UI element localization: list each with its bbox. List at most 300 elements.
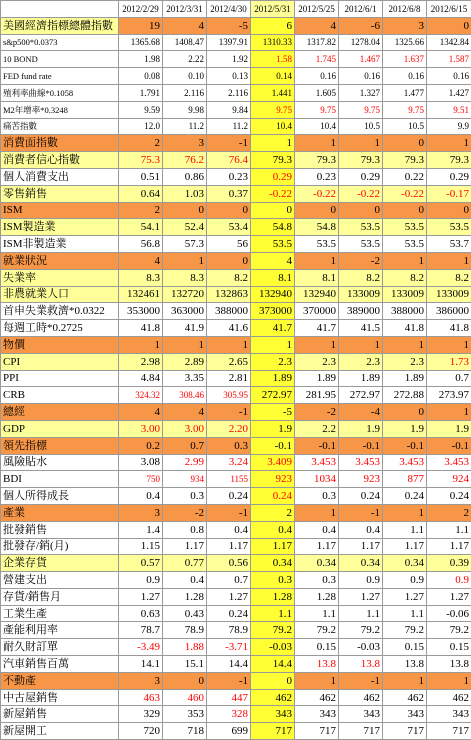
value-cell[interactable]: 56 [207, 236, 251, 253]
value-cell[interactable]: 3 [119, 672, 163, 689]
value-cell[interactable]: 0.15 [295, 639, 339, 656]
value-cell[interactable]: 1 [383, 252, 427, 269]
value-cell[interactable]: 53.7 [427, 236, 471, 253]
value-cell[interactable]: 3.24 [207, 454, 251, 471]
value-cell[interactable]: 3.453 [383, 454, 427, 471]
value-cell[interactable]: 1.9 [251, 420, 295, 437]
value-cell[interactable]: 14.1 [119, 656, 163, 673]
value-cell[interactable]: 1 [427, 336, 471, 353]
value-cell[interactable]: 1278.04 [339, 34, 383, 51]
value-cell[interactable]: 1.9 [339, 420, 383, 437]
value-cell[interactable]: 1.88 [163, 639, 207, 656]
value-cell[interactable]: 1.27 [427, 588, 471, 605]
value-cell[interactable]: 0 [339, 202, 383, 219]
value-cell[interactable]: 343 [339, 706, 383, 723]
value-cell[interactable]: 10.5 [339, 118, 383, 135]
value-cell[interactable]: 353 [163, 706, 207, 723]
value-cell[interactable]: 53.5 [427, 219, 471, 236]
value-cell[interactable]: 1.28 [251, 588, 295, 605]
value-cell[interactable]: 1.1 [427, 521, 471, 538]
row-label-cell[interactable]: ISM [1, 202, 119, 219]
value-cell[interactable]: 0.8 [163, 521, 207, 538]
value-cell[interactable]: 1.637 [383, 51, 427, 68]
value-cell[interactable]: 353000 [119, 303, 163, 320]
value-cell[interactable]: 0.4 [119, 488, 163, 505]
value-cell[interactable]: 132720 [163, 286, 207, 303]
value-cell[interactable]: 343 [251, 706, 295, 723]
value-cell[interactable]: 13.8 [295, 656, 339, 673]
value-cell[interactable]: 1 [427, 252, 471, 269]
value-cell[interactable]: 2.3 [383, 353, 427, 370]
value-cell[interactable]: 0.9 [339, 572, 383, 589]
value-cell[interactable]: 79.3 [383, 152, 427, 169]
value-cell[interactable]: 1 [295, 672, 339, 689]
value-cell[interactable]: 1.03 [163, 185, 207, 202]
value-cell[interactable]: 0 [251, 672, 295, 689]
value-cell[interactable]: 0.34 [295, 555, 339, 572]
value-cell[interactable]: 1365.68 [119, 34, 163, 51]
value-cell[interactable]: 388000 [207, 303, 251, 320]
value-cell[interactable]: 9.75 [339, 101, 383, 118]
value-cell[interactable]: 2.99 [163, 454, 207, 471]
value-cell[interactable]: 1.89 [251, 370, 295, 387]
row-label-cell[interactable]: s&p500*0.0373 [1, 34, 119, 51]
value-cell[interactable]: 0.3 [251, 572, 295, 589]
value-cell[interactable]: 0.13 [207, 68, 251, 85]
value-cell[interactable]: -0.22 [339, 185, 383, 202]
value-cell[interactable]: 13.8 [383, 656, 427, 673]
value-cell[interactable]: 0.3 [163, 488, 207, 505]
value-cell[interactable]: 14.4 [207, 656, 251, 673]
value-cell[interactable]: 1397.91 [207, 34, 251, 51]
value-cell[interactable]: 1.89 [295, 370, 339, 387]
value-cell[interactable]: -5 [207, 17, 251, 34]
value-cell[interactable]: 1.17 [295, 538, 339, 555]
value-cell[interactable]: 0.3 [295, 572, 339, 589]
value-cell[interactable]: 718 [163, 723, 207, 740]
value-cell[interactable]: 3.409 [251, 454, 295, 471]
value-cell[interactable]: 1 [427, 672, 471, 689]
value-cell[interactable]: 324.32 [119, 387, 163, 404]
value-cell[interactable]: 463 [119, 689, 163, 706]
value-cell[interactable]: 8.3 [119, 269, 163, 286]
value-cell[interactable]: 1.17 [339, 538, 383, 555]
value-cell[interactable]: 462 [383, 689, 427, 706]
row-label-cell[interactable]: 存貨/銷售月 [1, 588, 119, 605]
row-label-cell[interactable]: 產能利用率 [1, 622, 119, 639]
value-cell[interactable]: 3 [383, 17, 427, 34]
value-cell[interactable]: 2.116 [163, 84, 207, 101]
value-cell[interactable]: 1.745 [295, 51, 339, 68]
value-cell[interactable]: 41.5 [339, 320, 383, 337]
value-cell[interactable]: 3.08 [119, 454, 163, 471]
value-cell[interactable]: 750 [119, 471, 163, 488]
value-cell[interactable]: 3 [119, 504, 163, 521]
row-label-cell[interactable]: 失業率 [1, 269, 119, 286]
value-cell[interactable]: 1.17 [251, 538, 295, 555]
value-cell[interactable]: 13.8 [339, 656, 383, 673]
value-cell[interactable]: 4 [251, 252, 295, 269]
value-cell[interactable]: 10.5 [383, 118, 427, 135]
value-cell[interactable]: 1 [251, 336, 295, 353]
value-cell[interactable]: 79.2 [251, 622, 295, 639]
value-cell[interactable]: -0.22 [251, 185, 295, 202]
value-cell[interactable]: 1.92 [207, 51, 251, 68]
value-cell[interactable]: 0.9 [427, 572, 471, 589]
value-cell[interactable]: 370000 [295, 303, 339, 320]
row-label-cell[interactable]: PPI [1, 370, 119, 387]
value-cell[interactable]: 281.95 [295, 387, 339, 404]
value-cell[interactable]: 389000 [339, 303, 383, 320]
value-cell[interactable]: 1 [383, 504, 427, 521]
row-label-cell[interactable]: 就業狀況 [1, 252, 119, 269]
value-cell[interactable]: 0.29 [427, 168, 471, 185]
value-cell[interactable]: 0.39 [427, 555, 471, 572]
value-cell[interactable]: -0.1 [383, 437, 427, 454]
value-cell[interactable]: 1.1 [339, 605, 383, 622]
row-label-cell[interactable]: 個人所得成長 [1, 488, 119, 505]
value-cell[interactable]: 2.3 [339, 353, 383, 370]
value-cell[interactable]: -0.1 [427, 437, 471, 454]
value-cell[interactable]: 2.116 [207, 84, 251, 101]
value-cell[interactable]: 1.605 [295, 84, 339, 101]
value-cell[interactable]: 132863 [207, 286, 251, 303]
value-cell[interactable]: 1.1 [383, 605, 427, 622]
value-cell[interactable]: 4 [295, 17, 339, 34]
row-label-cell[interactable]: CRB [1, 387, 119, 404]
header-date-cell[interactable]: 2012/4/30 [207, 1, 251, 18]
value-cell[interactable]: 8.2 [339, 269, 383, 286]
value-cell[interactable]: 3.00 [163, 420, 207, 437]
value-cell[interactable]: 2.2 [295, 420, 339, 437]
row-label-cell[interactable]: 企業存貨 [1, 555, 119, 572]
row-label-cell[interactable]: 不動產 [1, 672, 119, 689]
value-cell[interactable]: 1 [119, 336, 163, 353]
value-cell[interactable]: 53.5 [251, 236, 295, 253]
value-cell[interactable]: 79.3 [427, 152, 471, 169]
value-cell[interactable]: 343 [427, 706, 471, 723]
value-cell[interactable]: 717 [295, 723, 339, 740]
value-cell[interactable]: 0.4 [163, 572, 207, 589]
value-cell[interactable]: 1034 [295, 471, 339, 488]
value-cell[interactable]: -0.1 [339, 437, 383, 454]
value-cell[interactable]: 1.17 [427, 538, 471, 555]
value-cell[interactable]: 132940 [295, 286, 339, 303]
value-cell[interactable]: 0.7 [207, 572, 251, 589]
value-cell[interactable]: 3.453 [427, 454, 471, 471]
value-cell[interactable]: 78.7 [119, 622, 163, 639]
row-label-cell[interactable]: 產業 [1, 504, 119, 521]
value-cell[interactable]: 0.4 [295, 521, 339, 538]
value-cell[interactable]: -1 [339, 672, 383, 689]
value-cell[interactable]: 1 [339, 135, 383, 152]
value-cell[interactable]: 2 [427, 504, 471, 521]
row-label-cell[interactable]: 工業生產 [1, 605, 119, 622]
value-cell[interactable]: 78.9 [207, 622, 251, 639]
value-cell[interactable]: 0.24 [339, 488, 383, 505]
value-cell[interactable]: 4 [119, 404, 163, 421]
value-cell[interactable]: 8.1 [295, 269, 339, 286]
value-cell[interactable]: 53.5 [339, 236, 383, 253]
value-cell[interactable]: 9.51 [427, 101, 471, 118]
value-cell[interactable]: 79.2 [339, 622, 383, 639]
value-cell[interactable]: 2.89 [163, 353, 207, 370]
value-cell[interactable]: 41.9 [163, 320, 207, 337]
value-cell[interactable]: 1.27 [339, 588, 383, 605]
value-cell[interactable]: 0.64 [119, 185, 163, 202]
value-cell[interactable]: 447 [207, 689, 251, 706]
value-cell[interactable]: 1.441 [251, 84, 295, 101]
value-cell[interactable]: 1.17 [207, 538, 251, 555]
value-cell[interactable]: 1.327 [339, 84, 383, 101]
value-cell[interactable]: 2.98 [119, 353, 163, 370]
value-cell[interactable]: 2.81 [207, 370, 251, 387]
value-cell[interactable]: 14.4 [251, 656, 295, 673]
value-cell[interactable]: 41.7 [295, 320, 339, 337]
row-label-cell[interactable]: FED fund rate [1, 68, 119, 85]
value-cell[interactable]: -0.1 [251, 437, 295, 454]
value-cell[interactable]: 1.587 [427, 51, 471, 68]
value-cell[interactable]: 10.4 [295, 118, 339, 135]
value-cell[interactable]: 4 [163, 404, 207, 421]
value-cell[interactable]: 0.14 [251, 68, 295, 85]
value-cell[interactable]: 1.477 [383, 84, 427, 101]
value-cell[interactable]: 41.6 [207, 320, 251, 337]
value-cell[interactable]: 79.2 [295, 622, 339, 639]
value-cell[interactable]: 132940 [251, 286, 295, 303]
value-cell[interactable]: 79.3 [339, 152, 383, 169]
value-cell[interactable]: 0.4 [251, 521, 295, 538]
value-cell[interactable]: 923 [251, 471, 295, 488]
value-cell[interactable]: 305.95 [207, 387, 251, 404]
value-cell[interactable]: 1342.84 [427, 34, 471, 51]
value-cell[interactable]: 1.1 [295, 605, 339, 622]
row-label-cell[interactable]: 痛苦指數 [1, 118, 119, 135]
value-cell[interactable]: 9.75 [295, 101, 339, 118]
value-cell[interactable]: 717 [339, 723, 383, 740]
value-cell[interactable]: 0.24 [207, 488, 251, 505]
value-cell[interactable]: -1 [207, 404, 251, 421]
value-cell[interactable]: 41.8 [119, 320, 163, 337]
value-cell[interactable]: 1 [427, 404, 471, 421]
value-cell[interactable]: 1.4 [119, 521, 163, 538]
value-cell[interactable]: 9.75 [383, 101, 427, 118]
value-cell[interactable]: 19 [119, 17, 163, 34]
value-cell[interactable]: 1.98 [119, 51, 163, 68]
value-cell[interactable]: 0.22 [383, 168, 427, 185]
value-cell[interactable]: 0 [383, 404, 427, 421]
value-cell[interactable]: 1.1 [383, 521, 427, 538]
value-cell[interactable]: 0.86 [163, 168, 207, 185]
row-label-cell[interactable]: 非農就業人口 [1, 286, 119, 303]
value-cell[interactable]: -1 [207, 135, 251, 152]
value-cell[interactable]: 52.4 [163, 219, 207, 236]
value-cell[interactable]: 0.16 [339, 68, 383, 85]
value-cell[interactable]: 2.22 [163, 51, 207, 68]
value-cell[interactable]: 1 [427, 135, 471, 152]
value-cell[interactable]: 1325.66 [383, 34, 427, 51]
value-cell[interactable]: 54.8 [251, 219, 295, 236]
header-date-cell[interactable]: 2012/2/29 [119, 1, 163, 18]
value-cell[interactable]: 53.5 [383, 236, 427, 253]
header-date-cell[interactable]: 2012/5/25 [295, 1, 339, 18]
value-cell[interactable]: 343 [295, 706, 339, 723]
value-cell[interactable]: 386000 [427, 303, 471, 320]
value-cell[interactable]: 56.8 [119, 236, 163, 253]
row-label-cell[interactable]: 零售銷售 [1, 185, 119, 202]
row-label-cell[interactable]: 耐久財訂單 [1, 639, 119, 656]
value-cell[interactable]: 0.57 [119, 555, 163, 572]
value-cell[interactable]: 0 [383, 135, 427, 152]
value-cell[interactable]: 79.2 [383, 622, 427, 639]
value-cell[interactable]: 308.46 [163, 387, 207, 404]
value-cell[interactable]: 388000 [383, 303, 427, 320]
value-cell[interactable]: 0.34 [251, 555, 295, 572]
value-cell[interactable]: 1.89 [339, 370, 383, 387]
value-cell[interactable]: 133009 [427, 286, 471, 303]
value-cell[interactable]: 343 [383, 706, 427, 723]
row-label-cell[interactable]: CPI [1, 353, 119, 370]
value-cell[interactable]: 2 [119, 202, 163, 219]
value-cell[interactable]: 0.24 [427, 488, 471, 505]
value-cell[interactable]: 1.17 [383, 538, 427, 555]
row-label-cell[interactable]: BDI [1, 471, 119, 488]
value-cell[interactable]: 0.7 [163, 437, 207, 454]
value-cell[interactable]: 0.15 [427, 639, 471, 656]
value-cell[interactable]: 41.7 [251, 320, 295, 337]
value-cell[interactable]: 8.2 [383, 269, 427, 286]
value-cell[interactable]: 78.9 [163, 622, 207, 639]
row-label-cell[interactable]: 美國經濟指標總體指數 [1, 17, 119, 34]
value-cell[interactable]: 699 [207, 723, 251, 740]
value-cell[interactable]: 1 [295, 336, 339, 353]
row-label-cell[interactable]: 領先指標 [1, 437, 119, 454]
value-cell[interactable]: 54.8 [295, 219, 339, 236]
value-cell[interactable]: 6 [251, 17, 295, 34]
header-date-cell[interactable]: 2012/6/8 [383, 1, 427, 18]
row-label-cell[interactable]: ISM非製造業 [1, 236, 119, 253]
value-cell[interactable]: 53.5 [339, 219, 383, 236]
value-cell[interactable]: 12.0 [119, 118, 163, 135]
header-corner-cell[interactable] [1, 1, 119, 18]
value-cell[interactable]: 0.77 [163, 555, 207, 572]
value-cell[interactable]: 0.34 [383, 555, 427, 572]
value-cell[interactable]: 877 [383, 471, 427, 488]
value-cell[interactable]: 13.8 [427, 656, 471, 673]
value-cell[interactable]: 363000 [163, 303, 207, 320]
row-label-cell[interactable]: ISM製造業 [1, 219, 119, 236]
value-cell[interactable]: 462 [339, 689, 383, 706]
row-label-cell[interactable]: 殖利率曲線*0.1058 [1, 84, 119, 101]
value-cell[interactable]: 462 [251, 689, 295, 706]
value-cell[interactable]: 1310.33 [251, 34, 295, 51]
value-cell[interactable]: 53.5 [295, 236, 339, 253]
value-cell[interactable]: -5 [251, 404, 295, 421]
value-cell[interactable]: -0.06 [427, 605, 471, 622]
value-cell[interactable]: -4 [339, 404, 383, 421]
value-cell[interactable]: 1 [295, 252, 339, 269]
value-cell[interactable]: 1.89 [383, 370, 427, 387]
value-cell[interactable]: 717 [427, 723, 471, 740]
value-cell[interactable]: 0 [427, 202, 471, 219]
value-cell[interactable]: -2 [295, 404, 339, 421]
value-cell[interactable]: 717 [383, 723, 427, 740]
row-label-cell[interactable]: 風險貼水 [1, 454, 119, 471]
value-cell[interactable]: 1.9 [383, 420, 427, 437]
value-cell[interactable]: 0 [207, 202, 251, 219]
value-cell[interactable]: 0.3 [295, 488, 339, 505]
value-cell[interactable]: 2.65 [207, 353, 251, 370]
value-cell[interactable]: 1 [295, 504, 339, 521]
value-cell[interactable]: 0 [207, 252, 251, 269]
value-cell[interactable]: 2.3 [251, 353, 295, 370]
value-cell[interactable]: 1.28 [295, 588, 339, 605]
value-cell[interactable]: -2 [339, 252, 383, 269]
value-cell[interactable]: 0.29 [251, 168, 295, 185]
value-cell[interactable]: 53.5 [383, 219, 427, 236]
value-cell[interactable]: 0.34 [339, 555, 383, 572]
value-cell[interactable]: 0.08 [119, 68, 163, 85]
value-cell[interactable]: 0.16 [427, 68, 471, 85]
value-cell[interactable]: 79.3 [295, 152, 339, 169]
row-label-cell[interactable]: 10 BOND [1, 51, 119, 68]
value-cell[interactable]: 0 [295, 202, 339, 219]
value-cell[interactable]: 1 [251, 135, 295, 152]
value-cell[interactable]: 272.97 [339, 387, 383, 404]
value-cell[interactable]: 0.23 [207, 168, 251, 185]
value-cell[interactable]: 934 [163, 471, 207, 488]
value-cell[interactable]: 15.1 [163, 656, 207, 673]
value-cell[interactable]: 11.2 [207, 118, 251, 135]
value-cell[interactable]: 10.4 [251, 118, 295, 135]
row-label-cell[interactable]: 消費面指數 [1, 135, 119, 152]
value-cell[interactable]: 9.84 [207, 101, 251, 118]
value-cell[interactable]: 0.51 [119, 168, 163, 185]
row-label-cell[interactable]: 首申失業救濟*0.0322 [1, 303, 119, 320]
value-cell[interactable]: 0 [163, 202, 207, 219]
value-cell[interactable]: 3.453 [295, 454, 339, 471]
value-cell[interactable]: 0.4 [207, 521, 251, 538]
value-cell[interactable]: 53.4 [207, 219, 251, 236]
value-cell[interactable]: 329 [119, 706, 163, 723]
value-cell[interactable]: 133009 [383, 286, 427, 303]
value-cell[interactable]: 0.15 [383, 639, 427, 656]
value-cell[interactable]: 272.88 [383, 387, 427, 404]
value-cell[interactable]: 1.15 [119, 538, 163, 555]
value-cell[interactable]: -1 [207, 672, 251, 689]
value-cell[interactable]: 4.84 [119, 370, 163, 387]
value-cell[interactable]: 0.9 [119, 572, 163, 589]
value-cell[interactable]: 76.4 [207, 152, 251, 169]
value-cell[interactable]: 0.9 [383, 572, 427, 589]
value-cell[interactable]: 0.24 [383, 488, 427, 505]
value-cell[interactable]: 0.7 [427, 370, 471, 387]
value-cell[interactable]: 11.2 [163, 118, 207, 135]
value-cell[interactable]: 4 [119, 252, 163, 269]
value-cell[interactable]: 0 [251, 202, 295, 219]
value-cell[interactable]: 1317.82 [295, 34, 339, 51]
value-cell[interactable]: 0.3 [207, 437, 251, 454]
value-cell[interactable]: 1 [295, 135, 339, 152]
value-cell[interactable]: -3.49 [119, 639, 163, 656]
value-cell[interactable]: 0.10 [163, 68, 207, 85]
row-label-cell[interactable]: 中古屋銷售 [1, 689, 119, 706]
value-cell[interactable]: 0 [427, 17, 471, 34]
value-cell[interactable]: -6 [339, 17, 383, 34]
value-cell[interactable]: 9.98 [163, 101, 207, 118]
row-label-cell[interactable]: GDP [1, 420, 119, 437]
value-cell[interactable]: 1 [163, 336, 207, 353]
